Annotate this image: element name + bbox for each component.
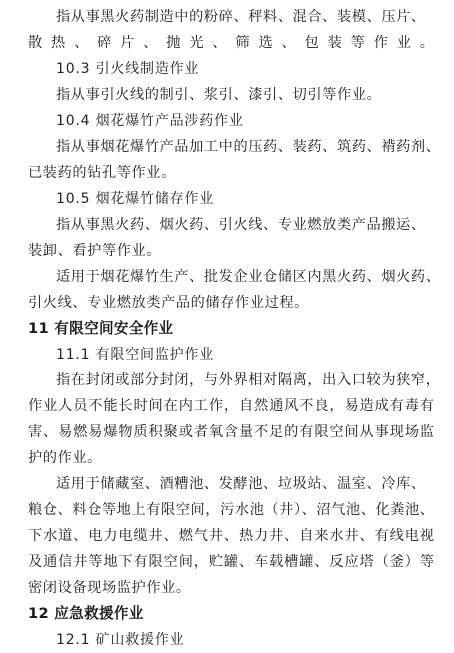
paragraph-line: 散热、碎片、抛光、筛选、包装等作业。 [28,35,434,51]
section-heading-10-3: 10.3 引火线制造作业 [56,60,200,77]
paragraph-line: 装卸、看护等作业。 [28,242,162,259]
paragraph-line: 已装药的钻孔等作业。 [28,164,176,181]
paragraph-line: 护的作业。 [28,450,102,467]
paragraph-line: 指从事黑火药、烟火药、引火线、专业燃放类产品搬运、 [56,216,426,233]
paragraph-line: 密闭设备现场监护作业。 [28,580,191,597]
paragraph-line: 作业人员不能长时间在内工作，自然通风不良，易造成有毒有 [28,398,434,415]
paragraph-line: 适用于储藏室、酒糟池、发酵池、垃圾站、温室、冷库、 [56,476,426,493]
paragraph-line: 指从事引火线的制引、浆引、漆引、切引等作业。 [56,86,382,103]
paragraph-line: 引火线、专业燃放类产品的储存作业过程。 [28,294,309,311]
paragraph-line: 害、易燃易爆物质积聚或者氧含量不足的有限空间从事现场监 [28,424,434,441]
paragraph-line: 适用于烟花爆竹生产、批发企业仓储区内黑火药、烟火药、 [56,268,441,285]
paragraph-line: 及通信井等地下有限空间，贮罐、车载槽罐、反应塔（釜）等 [28,554,434,571]
section-heading-10-4: 10.4 烟花爆竹产品涉药作业 [56,112,244,129]
section-heading-11: 11 有限空间安全作业 [28,319,174,337]
paragraph-line: 下水道、电力电缆井、燃气井、热力井、自来水井、有线电视 [28,528,434,545]
section-heading-12: 12 应急救援作业 [28,605,144,622]
paragraph-line: 指在封闭或部分封闭，与外界相对隔离，出入口较为狭窄， [56,372,441,389]
section-heading-10-5: 10.5 烟花爆竹储存作业 [56,190,215,207]
paragraph-line: 指从事烟花爆竹产品加工中的压药、装药、筑药、褙药剂、 [56,138,441,155]
section-heading-11-1: 11.1 有限空间监护作业 [56,346,215,363]
paragraph-line: 指从事黑火药制造中的粉碎、秤料、混合、装模、压片、 [56,9,426,25]
paragraph-line: 粮仓、料仓等地上有限空间，污水池（井）、沼气池、化粪池、 [28,502,434,519]
section-heading-12-1: 12.1 矿山救援作业 [56,632,185,648]
